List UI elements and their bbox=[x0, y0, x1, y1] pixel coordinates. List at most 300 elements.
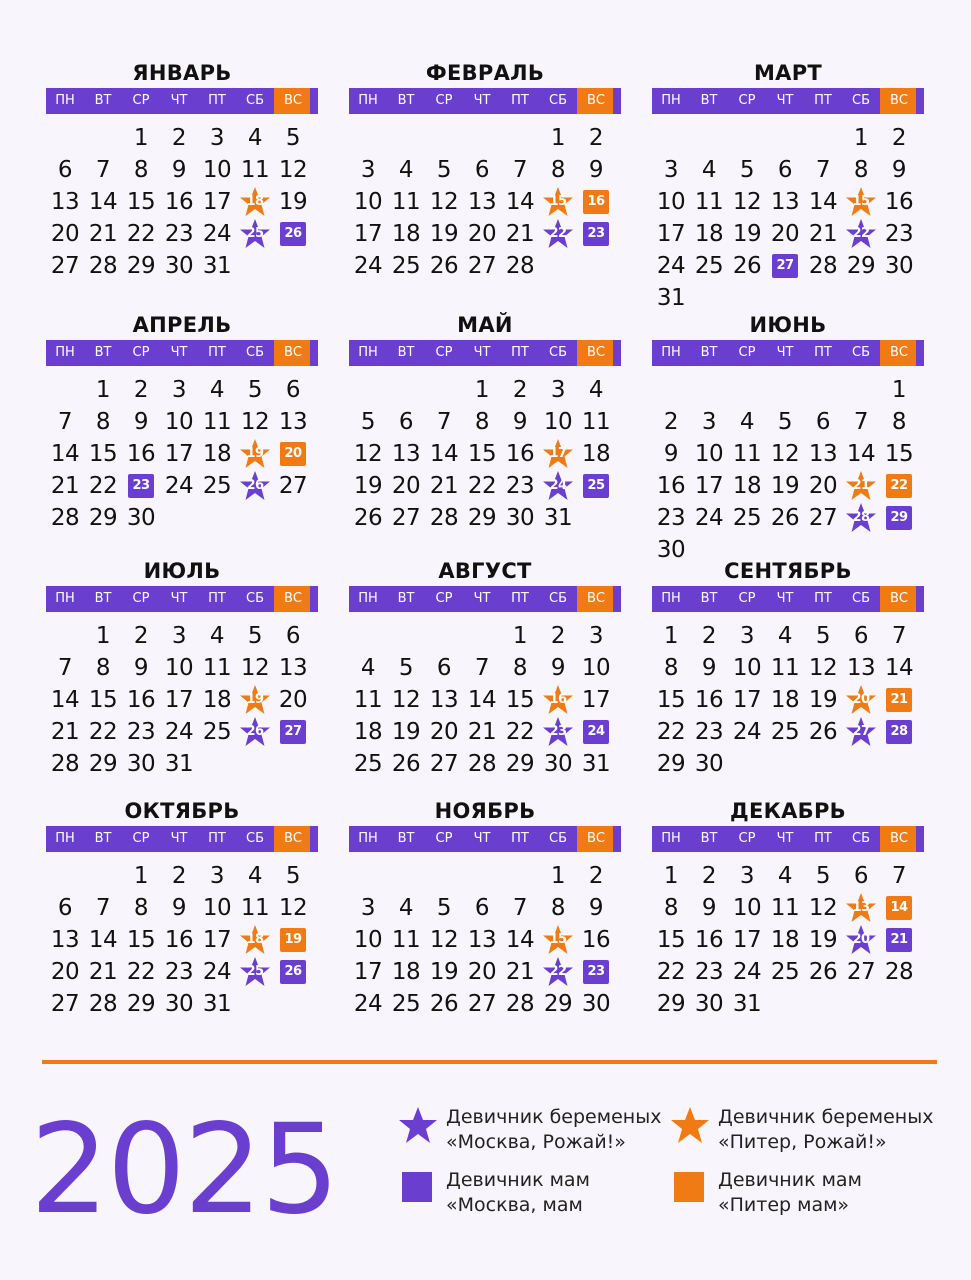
day-cell bbox=[539, 374, 577, 406]
day-number: 5 bbox=[360, 409, 376, 435]
day-number: 25 bbox=[587, 478, 605, 493]
day-number: 29 bbox=[126, 991, 156, 1017]
day-number: 17 bbox=[353, 959, 383, 985]
day-number: 5 bbox=[815, 863, 831, 889]
day-cell bbox=[501, 406, 539, 438]
weekday-label: ПН bbox=[358, 93, 378, 108]
day-number: 5 bbox=[247, 377, 263, 403]
day-number: 16 bbox=[694, 927, 724, 953]
day-cell-event-moscow-moms bbox=[577, 716, 615, 748]
day-cell bbox=[501, 374, 539, 406]
day-cell bbox=[728, 620, 766, 652]
day-number: 17 bbox=[656, 221, 686, 247]
day-cell bbox=[463, 892, 501, 924]
day-number: 11 bbox=[732, 441, 762, 467]
day-number: 20 bbox=[284, 446, 302, 461]
weekday-header bbox=[652, 826, 924, 852]
day-number: 11 bbox=[353, 687, 383, 713]
day-number: 8 bbox=[512, 655, 528, 681]
day-number: 24 bbox=[164, 473, 194, 499]
weekday-label: СР bbox=[738, 831, 756, 846]
day-cell bbox=[728, 988, 766, 1020]
day-cell bbox=[160, 716, 198, 748]
legend-label: Девичник беременых «Питер, Рожай!» bbox=[718, 1106, 934, 1153]
day-number: 12 bbox=[278, 895, 308, 921]
day-cell bbox=[652, 250, 690, 282]
day-number: 13 bbox=[808, 441, 838, 467]
day-number: 18 bbox=[246, 194, 264, 209]
day-number: 3 bbox=[360, 895, 376, 921]
day-number: 20 bbox=[50, 959, 80, 985]
day-number: 20 bbox=[467, 221, 497, 247]
month-5 bbox=[349, 312, 621, 552]
day-cell bbox=[46, 716, 84, 748]
day-cell bbox=[501, 748, 539, 780]
day-number: 10 bbox=[732, 895, 762, 921]
weekday-header bbox=[652, 88, 924, 114]
weekday-label: ПН bbox=[661, 831, 681, 846]
day-cell bbox=[349, 218, 387, 250]
day-number: 24 bbox=[202, 221, 232, 247]
day-number: 15 bbox=[505, 687, 535, 713]
day-cell-event-piter-pregnant bbox=[236, 684, 274, 716]
weekday-label: ЧТ bbox=[170, 591, 188, 606]
weekday-label: ПН bbox=[661, 345, 681, 360]
day-cell bbox=[46, 406, 84, 438]
day-cell bbox=[728, 924, 766, 956]
weekday-label: ВС bbox=[880, 586, 918, 612]
day-cell bbox=[425, 748, 463, 780]
day-number: 25 bbox=[353, 751, 383, 777]
day-number: 29 bbox=[656, 991, 686, 1017]
day-number: 28 bbox=[467, 751, 497, 777]
day-cell bbox=[463, 502, 501, 534]
day-cell bbox=[539, 748, 577, 780]
day-number: 4 bbox=[777, 623, 793, 649]
day-number: 29 bbox=[467, 505, 497, 531]
weekday-header bbox=[349, 586, 621, 612]
day-cell bbox=[387, 154, 425, 186]
day-number: 14 bbox=[88, 189, 118, 215]
day-number: 21 bbox=[429, 473, 459, 499]
day-number: 10 bbox=[656, 189, 686, 215]
weekday-label: СР bbox=[132, 345, 150, 360]
day-cell bbox=[690, 154, 728, 186]
day-number: 30 bbox=[656, 537, 686, 563]
day-number: 22 bbox=[549, 964, 567, 979]
day-number: 2 bbox=[171, 125, 187, 151]
day-number: 8 bbox=[663, 655, 679, 681]
day-number: 15 bbox=[884, 441, 914, 467]
day-number: 23 bbox=[587, 226, 605, 241]
day-number: 15 bbox=[852, 194, 870, 209]
day-cell bbox=[728, 186, 766, 218]
month-name: МАЙ bbox=[457, 313, 513, 337]
weekday-label: ПТ bbox=[208, 345, 226, 360]
day-cell bbox=[122, 988, 160, 1020]
day-cell bbox=[766, 684, 804, 716]
day-cell bbox=[652, 534, 690, 566]
weekday-label: ЧТ bbox=[170, 93, 188, 108]
day-cell bbox=[804, 470, 842, 502]
day-cell bbox=[425, 154, 463, 186]
day-number: 4 bbox=[209, 377, 225, 403]
day-number: 9 bbox=[701, 655, 717, 681]
day-number: 26 bbox=[353, 505, 383, 531]
day-cell bbox=[652, 620, 690, 652]
day-number: 1 bbox=[512, 623, 528, 649]
day-cell bbox=[425, 438, 463, 470]
day-cell-event-moscow-pregnant bbox=[539, 218, 577, 250]
day-cell bbox=[690, 218, 728, 250]
day-number: 16 bbox=[164, 927, 194, 953]
month-name: АВГУСТ bbox=[438, 559, 532, 583]
day-number: 1 bbox=[663, 623, 679, 649]
day-cell bbox=[690, 186, 728, 218]
day-number: 5 bbox=[739, 157, 755, 183]
weekday-label: ПТ bbox=[814, 345, 832, 360]
day-number: 23 bbox=[587, 964, 605, 979]
day-cell bbox=[160, 684, 198, 716]
weekday-label: ВС bbox=[880, 826, 918, 852]
day-cell-event-piter-pregnant bbox=[539, 684, 577, 716]
day-cell bbox=[160, 218, 198, 250]
day-number: 16 bbox=[126, 687, 156, 713]
day-cell bbox=[84, 924, 122, 956]
day-cell bbox=[880, 218, 918, 250]
day-cell bbox=[122, 748, 160, 780]
day-number: 23 bbox=[164, 221, 194, 247]
day-number: 18 bbox=[732, 473, 762, 499]
divider bbox=[42, 1060, 937, 1064]
day-number: 10 bbox=[202, 895, 232, 921]
day-number: 13 bbox=[467, 189, 497, 215]
weekday-label: ЧТ bbox=[776, 591, 794, 606]
day-cell bbox=[539, 620, 577, 652]
day-cell bbox=[122, 218, 160, 250]
day-number: 5 bbox=[398, 655, 414, 681]
day-number: 21 bbox=[808, 221, 838, 247]
day-cell bbox=[690, 406, 728, 438]
day-number: 30 bbox=[694, 991, 724, 1017]
day-number: 8 bbox=[474, 409, 490, 435]
day-cell bbox=[652, 716, 690, 748]
day-number: 10 bbox=[543, 409, 573, 435]
day-cell-event-moscow-pregnant bbox=[539, 956, 577, 988]
day-number: 20 bbox=[278, 687, 308, 713]
day-number: 1 bbox=[95, 623, 111, 649]
day-number: 5 bbox=[436, 895, 452, 921]
day-cell-event-moscow-pregnant bbox=[842, 218, 880, 250]
day-number: 19 bbox=[353, 473, 383, 499]
day-cell bbox=[501, 924, 539, 956]
day-number: 5 bbox=[815, 623, 831, 649]
day-number: 7 bbox=[95, 895, 111, 921]
day-number: 28 bbox=[808, 253, 838, 279]
day-number: 29 bbox=[890, 510, 908, 525]
month-name: ФЕВРАЛЬ bbox=[425, 61, 545, 85]
weekday-header bbox=[349, 340, 621, 366]
day-cell bbox=[463, 956, 501, 988]
weekday-label: ВС bbox=[577, 340, 615, 366]
day-number: 8 bbox=[550, 895, 566, 921]
day-number: 1 bbox=[133, 125, 149, 151]
day-cell bbox=[463, 748, 501, 780]
day-cell bbox=[728, 470, 766, 502]
day-cell bbox=[274, 470, 312, 502]
weekday-label: СР bbox=[435, 831, 453, 846]
day-cell bbox=[122, 154, 160, 186]
day-cell bbox=[804, 860, 842, 892]
day-number: 14 bbox=[808, 189, 838, 215]
month-9 bbox=[652, 558, 924, 798]
day-cell bbox=[198, 892, 236, 924]
day-number: 11 bbox=[202, 409, 232, 435]
day-number: 8 bbox=[95, 655, 111, 681]
day-cell bbox=[84, 218, 122, 250]
day-cell bbox=[501, 988, 539, 1020]
day-cell bbox=[652, 502, 690, 534]
day-cell bbox=[842, 860, 880, 892]
day-number: 13 bbox=[846, 655, 876, 681]
day-number: 14 bbox=[846, 441, 876, 467]
day-cell bbox=[122, 406, 160, 438]
day-cell bbox=[501, 502, 539, 534]
month-name: ОКТЯБРЬ bbox=[124, 799, 240, 823]
day-number: 9 bbox=[588, 157, 604, 183]
day-cell bbox=[274, 186, 312, 218]
day-number: 14 bbox=[890, 900, 908, 915]
day-number: 4 bbox=[247, 863, 263, 889]
day-number: 14 bbox=[88, 927, 118, 953]
day-cell-event-moscow-pregnant bbox=[539, 470, 577, 502]
day-cell bbox=[539, 988, 577, 1020]
day-cell bbox=[690, 620, 728, 652]
day-number: 7 bbox=[891, 863, 907, 889]
day-cell bbox=[842, 438, 880, 470]
day-cell bbox=[804, 250, 842, 282]
day-cell bbox=[766, 860, 804, 892]
month-name: МАРТ bbox=[753, 61, 823, 85]
day-number: 27 bbox=[391, 505, 421, 531]
weekday-label: ПН bbox=[661, 591, 681, 606]
day-cell bbox=[84, 652, 122, 684]
day-number: 9 bbox=[550, 655, 566, 681]
day-cell bbox=[766, 438, 804, 470]
day-number: 9 bbox=[891, 157, 907, 183]
day-cell bbox=[122, 956, 160, 988]
day-cell-event-piter-pregnant bbox=[842, 470, 880, 502]
day-number: 27 bbox=[846, 959, 876, 985]
day-cell bbox=[577, 154, 615, 186]
day-cell bbox=[84, 374, 122, 406]
day-cell bbox=[349, 956, 387, 988]
day-number: 9 bbox=[133, 655, 149, 681]
day-number: 24 bbox=[587, 724, 605, 739]
day-cell bbox=[539, 502, 577, 534]
day-number: 22 bbox=[656, 959, 686, 985]
day-cell bbox=[539, 892, 577, 924]
day-number: 23 bbox=[694, 719, 724, 745]
day-number: 24 bbox=[164, 719, 194, 745]
day-cell bbox=[652, 652, 690, 684]
day-number: 26 bbox=[284, 964, 302, 979]
weekday-label: ВС bbox=[274, 340, 312, 366]
day-number: 10 bbox=[732, 655, 762, 681]
day-number: 23 bbox=[694, 959, 724, 985]
day-cell bbox=[728, 250, 766, 282]
day-number: 12 bbox=[278, 157, 308, 183]
day-number: 19 bbox=[429, 959, 459, 985]
day-cell bbox=[387, 218, 425, 250]
day-number: 8 bbox=[133, 157, 149, 183]
day-cell bbox=[122, 716, 160, 748]
weekday-label: ЧТ bbox=[776, 93, 794, 108]
day-number: 17 bbox=[202, 189, 232, 215]
day-cell bbox=[880, 250, 918, 282]
day-number: 19 bbox=[770, 473, 800, 499]
day-number: 7 bbox=[57, 409, 73, 435]
day-number: 15 bbox=[549, 932, 567, 947]
day-number: 15 bbox=[126, 189, 156, 215]
day-cell-event-piter-moms bbox=[274, 438, 312, 470]
day-number: 6 bbox=[853, 623, 869, 649]
weekday-label: ЧТ bbox=[170, 345, 188, 360]
day-number: 2 bbox=[891, 125, 907, 151]
weekday-label: СБ bbox=[246, 831, 264, 846]
day-number: 3 bbox=[739, 863, 755, 889]
day-number: 21 bbox=[88, 959, 118, 985]
day-cell bbox=[236, 374, 274, 406]
day-number: 15 bbox=[467, 441, 497, 467]
day-number: 28 bbox=[890, 724, 908, 739]
day-cell bbox=[122, 892, 160, 924]
day-number: 23 bbox=[132, 478, 150, 493]
month-name: АПРЕЛЬ bbox=[132, 313, 232, 337]
day-number: 22 bbox=[467, 473, 497, 499]
day-cell bbox=[501, 186, 539, 218]
day-number: 7 bbox=[891, 623, 907, 649]
day-cell bbox=[425, 502, 463, 534]
day-number: 30 bbox=[126, 751, 156, 777]
day-cell bbox=[463, 924, 501, 956]
day-cell bbox=[46, 438, 84, 470]
day-number: 19 bbox=[808, 927, 838, 953]
day-cell bbox=[880, 186, 918, 218]
day-cell bbox=[387, 502, 425, 534]
weekday-label: СР bbox=[435, 345, 453, 360]
day-cell bbox=[387, 716, 425, 748]
day-number: 25 bbox=[391, 253, 421, 279]
day-number: 24 bbox=[202, 959, 232, 985]
day-cell bbox=[236, 122, 274, 154]
day-cell bbox=[236, 892, 274, 924]
day-cell bbox=[122, 186, 160, 218]
day-cell bbox=[387, 470, 425, 502]
day-cell bbox=[46, 652, 84, 684]
day-number: 2 bbox=[701, 623, 717, 649]
weekday-header bbox=[652, 340, 924, 366]
day-cell bbox=[349, 652, 387, 684]
day-cell bbox=[198, 438, 236, 470]
weekday-label: ПТ bbox=[511, 831, 529, 846]
day-number: 30 bbox=[543, 751, 573, 777]
month-3 bbox=[652, 60, 924, 311]
day-number: 1 bbox=[550, 863, 566, 889]
day-number: 27 bbox=[284, 724, 302, 739]
day-number: 22 bbox=[88, 719, 118, 745]
day-number: 15 bbox=[656, 687, 686, 713]
weekday-header bbox=[349, 826, 621, 852]
day-cell bbox=[501, 716, 539, 748]
day-cell bbox=[690, 502, 728, 534]
weekday-label: СБ bbox=[852, 93, 870, 108]
day-cell bbox=[842, 250, 880, 282]
day-number: 1 bbox=[133, 863, 149, 889]
day-number: 19 bbox=[246, 692, 264, 707]
day-cell bbox=[160, 154, 198, 186]
day-number: 21 bbox=[890, 692, 908, 707]
day-number: 31 bbox=[581, 751, 611, 777]
square-purple-icon bbox=[398, 1168, 438, 1208]
day-number: 30 bbox=[164, 253, 194, 279]
day-number: 19 bbox=[808, 687, 838, 713]
day-number: 3 bbox=[588, 623, 604, 649]
day-cell bbox=[804, 502, 842, 534]
weekday-label: ПН bbox=[55, 93, 75, 108]
day-cell bbox=[46, 250, 84, 282]
weekday-header bbox=[46, 586, 318, 612]
day-cell bbox=[236, 154, 274, 186]
day-cell bbox=[501, 218, 539, 250]
day-number: 11 bbox=[391, 927, 421, 953]
day-number: 11 bbox=[694, 189, 724, 215]
day-cell bbox=[577, 406, 615, 438]
month-name: ДЕКАБРЬ bbox=[730, 799, 846, 823]
day-number: 18 bbox=[353, 719, 383, 745]
day-number: 21 bbox=[467, 719, 497, 745]
day-cell bbox=[122, 250, 160, 282]
day-number: 19 bbox=[732, 221, 762, 247]
day-number: 6 bbox=[57, 157, 73, 183]
weekday-label: ВС bbox=[577, 88, 615, 114]
day-cell bbox=[349, 470, 387, 502]
day-cell bbox=[842, 122, 880, 154]
month-2 bbox=[349, 60, 621, 300]
day-cell bbox=[160, 748, 198, 780]
day-cell-event-moscow-moms bbox=[274, 218, 312, 250]
day-cell bbox=[804, 956, 842, 988]
day-number: 7 bbox=[57, 655, 73, 681]
weekday-label: ПТ bbox=[208, 831, 226, 846]
day-cell bbox=[349, 250, 387, 282]
day-cell bbox=[501, 684, 539, 716]
day-cell bbox=[690, 470, 728, 502]
day-number: 7 bbox=[512, 895, 528, 921]
weekday-label: СБ bbox=[246, 93, 264, 108]
day-number: 3 bbox=[209, 863, 225, 889]
weekday-label: ЧТ bbox=[776, 831, 794, 846]
day-cell bbox=[880, 956, 918, 988]
day-number: 13 bbox=[852, 900, 870, 915]
day-cell bbox=[46, 988, 84, 1020]
day-cell bbox=[577, 860, 615, 892]
day-number: 21 bbox=[890, 932, 908, 947]
day-cell bbox=[236, 406, 274, 438]
day-number: 6 bbox=[474, 895, 490, 921]
day-cell bbox=[463, 406, 501, 438]
weekday-label: СР bbox=[435, 93, 453, 108]
